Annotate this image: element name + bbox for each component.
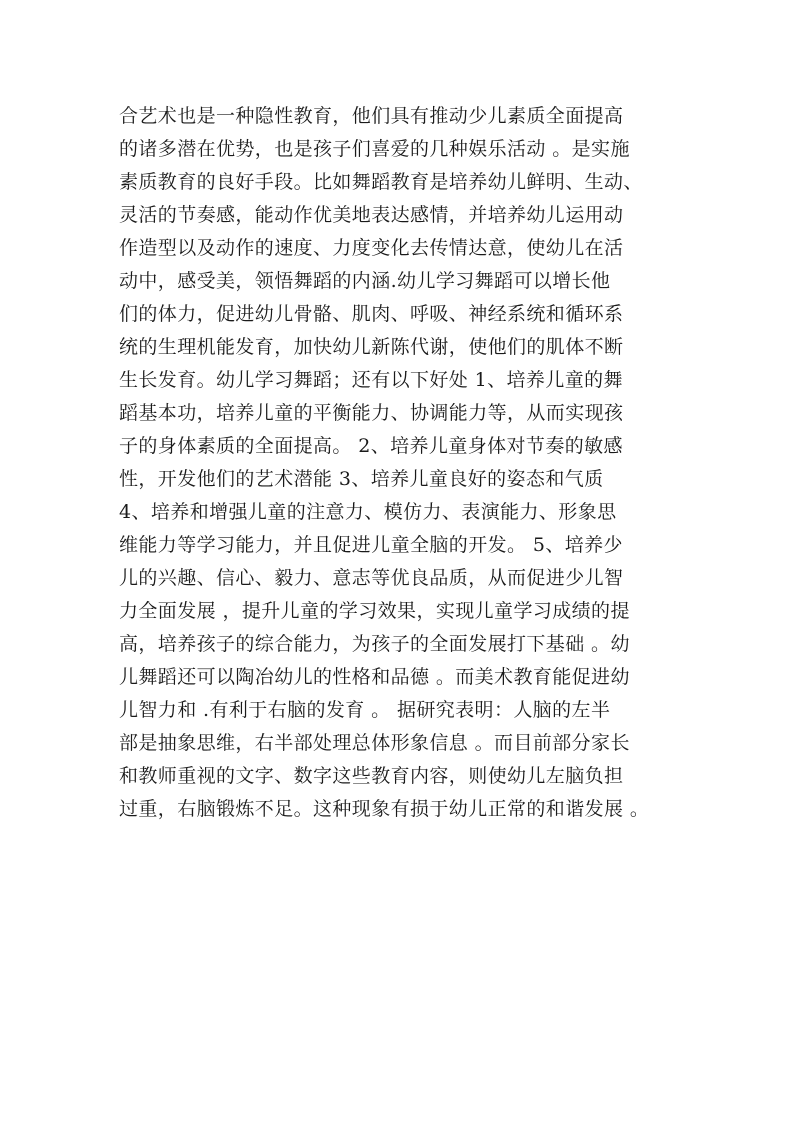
text-line: 生长发育。幼儿学习舞蹈；还有以下好处 1、培养儿童的舞 [119,369,623,391]
text-line: 和教师重视的文字、数字这些教育内容，则使幼儿左脑负担 [119,765,624,787]
text-line: 子的身体素质的全面提高。 2、培养儿童身体对节奏的敏感 [119,435,623,457]
text-line: 素质教育的良好手段。比如舞蹈教育是培养幼儿鲜明、生动、 [119,171,643,193]
text-line: 儿的兴趣、信心、毅力、意志等优良品质，从而促进少儿智 [119,567,624,589]
text-line: 4、培养和增强儿童的注意力、模仿力、表演能力、形象思 [119,501,617,523]
text-line: 高，培养孩子的综合能力，为孩子的全面发展打下基础 。幼 [119,633,630,655]
text-line: 们的体力，促进幼儿骨骼、肌肉、呼吸、神经系统和循环系 [119,303,624,325]
text-line: 部是抽象思维，右半部处理总体形象信息 。而目前部分家长 [119,732,630,754]
text-line: 性，开发他们的艺术潜能 3、培养儿童良好的姿态和气质 [119,468,604,490]
text-line: 儿智力和 .有利于右脑的发育 。 据研究表明：人脑的左半 [119,699,611,721]
text-line: 的诸多潜在优势，也是孩子们喜爱的几种娱乐活动 。是实施 [119,138,630,160]
text-line: 维能力等学习能力，并且促进儿童全脑的开发。 5、培养少 [119,534,623,556]
text-line: 力全面发展 ，提升儿童的学习效果，实现儿童学习成绩的提 [119,600,630,622]
text-line: 过重，右脑锻炼不足。这种现象有损于幼儿正常的和谐发展 。 [119,798,650,820]
text-line: 统的生理机能发育，加快幼儿新陈代谢，使他们的肌体不断 [119,336,624,358]
body-text [119,100,679,826]
text-line: 灵活的节奏感，能动作优美地表达感情，并培养幼儿运用动 [119,204,624,226]
text-line: 合艺术也是一种隐性教育，他们具有推动少儿素质全面提高 [119,105,624,127]
text-line: 儿舞蹈还可以陶冶幼儿的性格和品德 。而美术教育能促进幼 [119,666,630,688]
text-line: 作造型以及动作的速度、力度变化去传情达意，使幼儿在活 [119,237,624,259]
text-line: 蹈基本功，培养儿童的平衡能力、协调能力等，从而实现孩 [119,402,624,424]
text-line: 动中，感受美，领悟舞蹈的内涵.幼儿学习舞蹈可以增长他 [119,270,611,292]
